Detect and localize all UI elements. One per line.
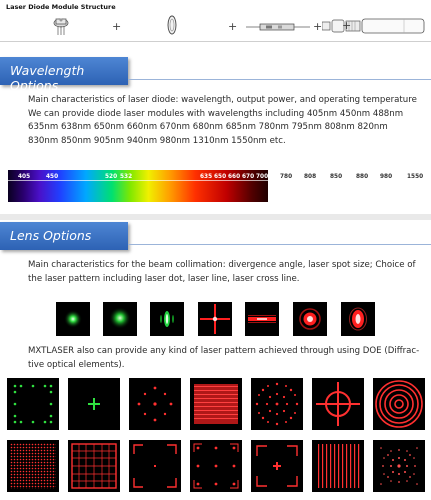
wavelength-banner-tab bbox=[0, 57, 128, 93]
lens-heading: Lens Options bbox=[10, 228, 92, 243]
spectrum-tick: 700 bbox=[256, 174, 269, 180]
lens-banner-tab bbox=[0, 222, 128, 250]
structure-title: Laser Diode Module Structure bbox=[6, 3, 116, 11]
spectrum-tick: 660 bbox=[228, 174, 241, 180]
laser-diode-icon bbox=[52, 16, 70, 36]
spectrum-tick: 980 bbox=[380, 174, 393, 180]
green-spot-photo bbox=[103, 302, 137, 336]
spectrum-tick: 780 bbox=[280, 174, 293, 180]
spectrum-tick: 808 bbox=[304, 174, 317, 180]
spectrum-tick: 532 bbox=[120, 174, 133, 180]
wavelength-line: 830nm 850nm 905nm 940nm 980nm 1310nm 1550nm etc. bbox=[28, 135, 286, 146]
red-line-field-pattern bbox=[190, 378, 242, 430]
red-concentric-circles-pattern bbox=[373, 378, 425, 430]
wavelength-spectrum bbox=[8, 170, 428, 202]
red-dense-grid-pattern bbox=[7, 440, 59, 492]
banner-rule bbox=[128, 244, 431, 245]
green-line-photo bbox=[150, 302, 184, 336]
plus-sign: + bbox=[228, 20, 238, 33]
green-cross-pattern bbox=[68, 378, 120, 430]
spectrum-tick: 850 bbox=[330, 174, 343, 180]
wavelength-line: 635nm 638nm 650nm 660nm 670nm 680nm 685nm 780nm 795nm 808nm 820nm bbox=[28, 122, 388, 132]
lens-description bbox=[28, 259, 423, 286]
driver-board-icon bbox=[246, 22, 310, 32]
spectrum-tick: 1550 bbox=[407, 174, 424, 180]
doe-line: tive optical elements). bbox=[28, 359, 125, 370]
section-divider bbox=[0, 214, 431, 220]
spectrum-axis-line bbox=[8, 180, 428, 181]
red-vertical-lines-pattern bbox=[312, 440, 364, 492]
spectrum-tick: 880 bbox=[356, 174, 369, 180]
spectrum-tick: 650 bbox=[214, 174, 227, 180]
plus-sign: + bbox=[313, 20, 323, 33]
wavelength-line: Main characteristics of laser diode: wavelength, output power, and operating temperature bbox=[28, 95, 417, 105]
red-oval-photo bbox=[341, 302, 375, 336]
red-line-photo bbox=[245, 302, 279, 336]
green-dot-photo bbox=[56, 302, 90, 336]
doe-description bbox=[28, 345, 423, 372]
lens-line: the laser pattern including laser dot, laser line, laser cross line. bbox=[28, 273, 300, 284]
red-dot-frame-pattern bbox=[190, 440, 242, 492]
spectrum-tick: 670 bbox=[242, 174, 255, 180]
spectrum-tick: 635 bbox=[200, 174, 213, 180]
spectrum-tick: 405 bbox=[18, 174, 31, 180]
red-frame-corners-pattern bbox=[129, 440, 181, 492]
red-grid-pattern bbox=[68, 440, 120, 492]
lens-line: Main characteristics for the beam collimation: divergence angle, laser spot size; Choice of bbox=[28, 260, 416, 270]
wavelength-description bbox=[28, 94, 423, 148]
wavelength-banner bbox=[0, 57, 431, 93]
lens-icon bbox=[165, 14, 179, 36]
lens-banner bbox=[0, 222, 431, 250]
spectrum-tick: 450 bbox=[46, 174, 59, 180]
plus-sign: + bbox=[342, 19, 352, 32]
housing-icon bbox=[322, 16, 426, 36]
plus-sign: + bbox=[112, 20, 122, 33]
banner-rule bbox=[128, 79, 431, 80]
red-radial-dots-pattern bbox=[373, 440, 425, 492]
module-structure-strip bbox=[0, 0, 431, 42]
doe-line: MXTLASER also can provide any kind of laser pattern achieved through using DOE (Diffrac- bbox=[28, 346, 420, 356]
red-crosshair-pattern bbox=[312, 378, 364, 430]
red-dot-matrix-pattern bbox=[129, 378, 181, 430]
wavelength-line: We can provide diode laser modules with wavelengths including 405nm 450nm 488nm bbox=[28, 108, 404, 119]
red-dot-circle-pattern bbox=[251, 378, 303, 430]
spectrum-tick: 520 bbox=[105, 174, 118, 180]
red-dot-photo bbox=[293, 302, 327, 336]
wavelength-heading: Wavelength Options bbox=[10, 63, 85, 93]
red-bracket-cross-pattern bbox=[251, 440, 303, 492]
green-dot-square-pattern bbox=[7, 378, 59, 430]
red-cross-photo bbox=[198, 302, 232, 336]
